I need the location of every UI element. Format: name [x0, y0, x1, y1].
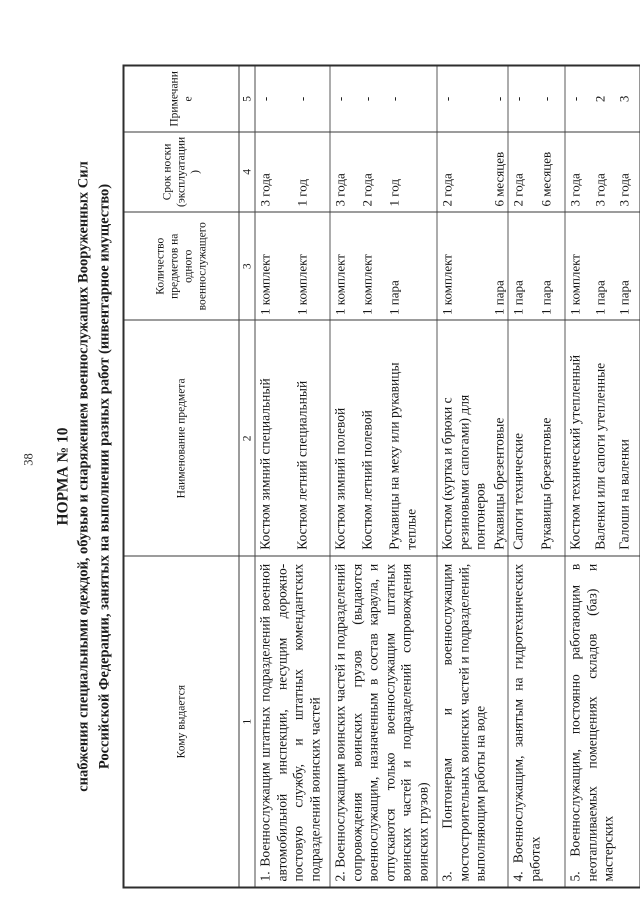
- item-term: 2 года: [508, 132, 537, 212]
- table-row: [330, 66, 358, 888]
- norm-number-heading: НОРМА № 10: [54, 427, 72, 526]
- column-numbers-row: [239, 66, 255, 888]
- column-number-2: 2: [239, 320, 255, 556]
- item-note: -: [508, 66, 537, 132]
- item-qty: 1 пара: [590, 212, 615, 320]
- item-name: Костюм (куртка и брюки с резиновыми сапогами) для понтонеров: [437, 320, 489, 556]
- item-note: -: [358, 66, 385, 132]
- group-3-who: 3. Понтонерам и военнослужащим мостостроительных воинских частей и подразделений, выполняющим работы на воде: [437, 556, 508, 887]
- item-qty: 1 пара: [385, 212, 437, 320]
- header-quantity: Количество предметов на одного военнослужащего: [124, 212, 240, 320]
- title-line-3: Российской Федерации, занятых на выполнении разных работ (инвентарное имущество): [96, 183, 113, 770]
- item-qty: 1 комплект: [255, 212, 293, 320]
- item-name: Костюм технический утепленный: [565, 320, 590, 556]
- header-item-name: Наименование предмета: [124, 320, 240, 556]
- group-5-who: 5. Военнослужащим, постоянно работающим в неотапливаемых помещениях складов (баз) и мастерских: [565, 556, 640, 887]
- item-note: -: [437, 66, 489, 132]
- item-name: Костюм летний специальный: [293, 320, 331, 556]
- item-term: 1 год: [293, 132, 331, 212]
- item-note: 3: [615, 66, 640, 132]
- item-term: 3 года: [255, 132, 293, 212]
- column-number-1: 1: [239, 556, 255, 887]
- item-qty: 1 комплект: [330, 212, 358, 320]
- item-term: 3 года: [590, 132, 615, 212]
- item-term: 1 год: [385, 132, 437, 212]
- header-note: Примечание: [124, 66, 240, 132]
- table-row: [255, 66, 293, 888]
- table-row: [508, 66, 537, 888]
- item-name: Сапоги технические: [508, 320, 537, 556]
- page-number: 38: [21, 453, 36, 466]
- rotated-document-sheet: [53, 62, 632, 889]
- item-name: Рукавицы брезентовые: [537, 320, 566, 556]
- header-row: [124, 66, 240, 888]
- item-qty: 1 пара: [489, 212, 508, 320]
- column-number-5: 5: [239, 66, 255, 132]
- item-term: 2 года: [358, 132, 385, 212]
- item-note: -: [385, 66, 437, 132]
- column-number-3: 3: [239, 212, 255, 320]
- item-qty: 1 пара: [508, 212, 537, 320]
- item-qty: 1 комплект: [437, 212, 489, 320]
- item-note: -: [330, 66, 358, 132]
- item-note: -: [565, 66, 590, 132]
- item-name: Галоши на валенки: [615, 320, 640, 556]
- item-term: 6 месяцев: [537, 132, 566, 212]
- item-qty: 1 пара: [537, 212, 566, 320]
- item-term: 3 года: [330, 132, 358, 212]
- item-term: 3 года: [565, 132, 590, 212]
- item-name: Костюм летний полевой: [358, 320, 385, 556]
- table-row: [565, 66, 590, 888]
- item-name: Валенки или сапоги утепленные: [590, 320, 615, 556]
- item-name: Рукавицы брезентовые: [489, 320, 508, 556]
- header-who: Кому выдается: [124, 556, 240, 887]
- supply-norm-table: [123, 65, 640, 889]
- item-name: Костюм зимний специальный: [255, 320, 293, 556]
- group-1-who: 1. Военнослужащим штатных подразделений военной автомобильной инспекции, несущим дорожно-постовую службу, и штатных комендантских подразделений воинских частей: [255, 556, 330, 887]
- item-term: 3 года: [615, 132, 640, 212]
- header-wear-term: Срок носки (эксплуатации): [124, 132, 240, 212]
- group-4-who: 4. Военнослужащим, занятым на гидротехнических работах: [508, 556, 565, 887]
- item-note: -: [255, 66, 293, 132]
- item-term: 2 года: [437, 132, 489, 212]
- item-qty: 1 комплект: [358, 212, 385, 320]
- item-note: -: [489, 66, 508, 132]
- item-note: 2: [590, 66, 615, 132]
- group-2-who: 2. Военнослужащим воинских частей и подразделений сопровождения воинских грузов (выдаются военнослужащим, назначенным в состав караула, и отпускаются только военнослужащим штатных воинских частей и подразделений сопровождения воинских грузов): [330, 556, 437, 887]
- item-name: Костюм зимний полевой: [330, 320, 358, 556]
- item-name: Рукавицы на меху или рукавицы теплые: [385, 320, 437, 556]
- column-number-4: 4: [239, 132, 255, 212]
- item-note: -: [537, 66, 566, 132]
- table-row: [437, 66, 489, 888]
- item-qty: 1 пара: [615, 212, 640, 320]
- item-qty: 1 комплект: [565, 212, 590, 320]
- item-note: -: [293, 66, 331, 132]
- item-qty: 1 комплект: [293, 212, 331, 320]
- document-title: [53, 65, 116, 889]
- title-line-2: снабжения специальными одеждой, обувью и снаряжением военнослужащих Вооруженных Сил: [75, 161, 92, 792]
- item-term: 6 месяцев: [489, 132, 508, 212]
